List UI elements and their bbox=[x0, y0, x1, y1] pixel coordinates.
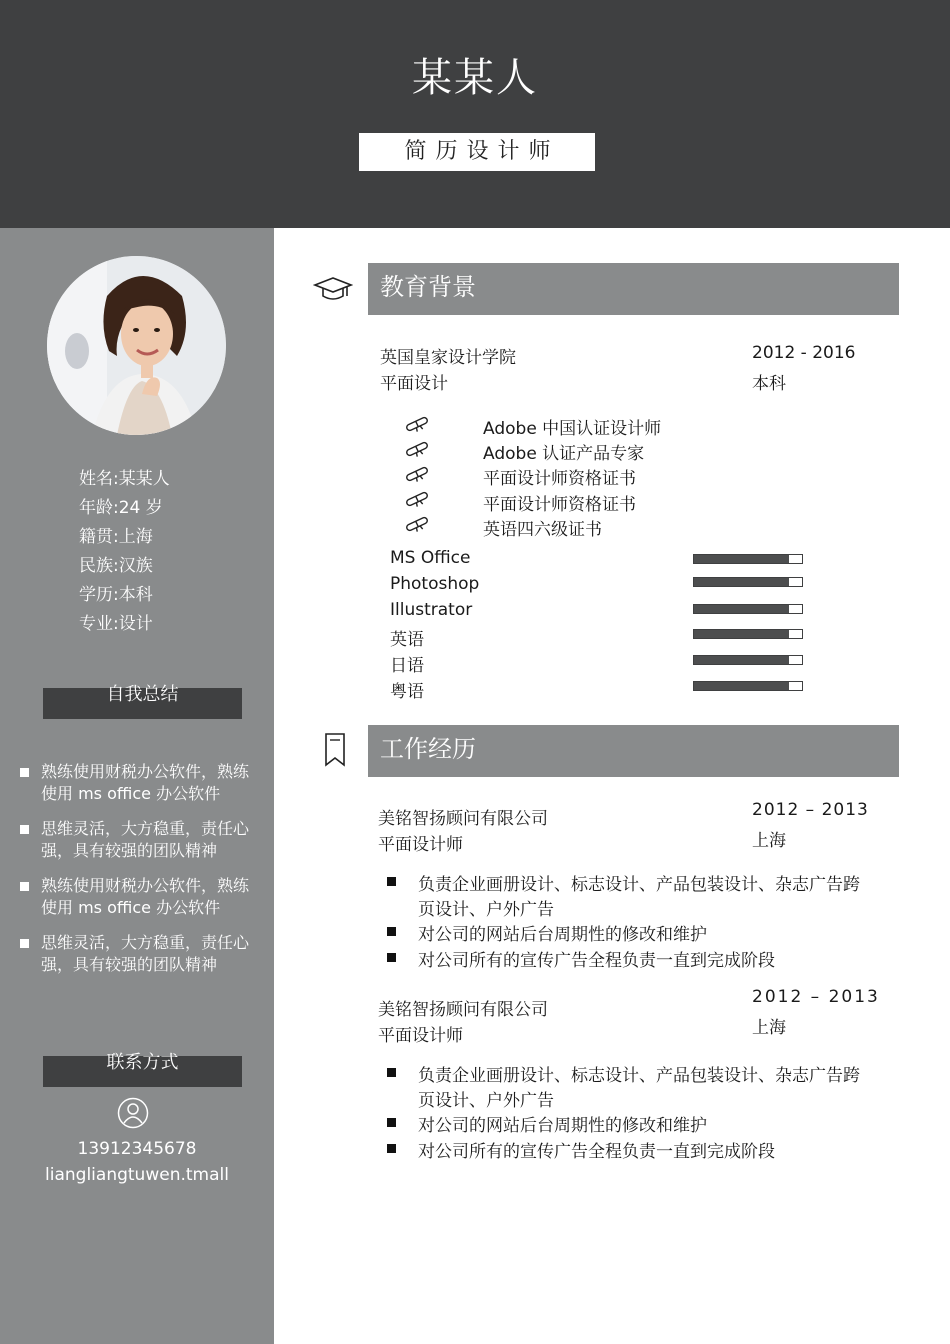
skill-bar bbox=[693, 554, 803, 564]
job-duty: 对公司所有的宣传广告全程负责一直到完成阶段 bbox=[418, 951, 775, 971]
info-value: 某某人 bbox=[118, 469, 170, 489]
info-age bbox=[79, 493, 163, 518]
info-label: 专业: bbox=[79, 614, 119, 634]
square-bullet-icon bbox=[387, 1144, 396, 1153]
skill-bar bbox=[693, 604, 803, 614]
info-value: 本科 bbox=[118, 585, 153, 605]
square-bullet-icon bbox=[20, 825, 29, 834]
diploma-icon bbox=[403, 416, 431, 436]
info-label: 籍贯: bbox=[79, 527, 119, 547]
info-label: 学历: bbox=[79, 585, 119, 605]
info-value: 24 岁 bbox=[118, 498, 163, 518]
info-major bbox=[79, 609, 153, 634]
graduation-cap-icon bbox=[313, 274, 353, 304]
major-name: 平面设计 bbox=[380, 374, 448, 394]
square-bullet-icon bbox=[20, 768, 29, 777]
info-label: 民族: bbox=[79, 556, 119, 576]
sidebar bbox=[0, 228, 274, 1344]
summary-text: 熟练使用财税办公软件，熟练使用 ms office 办公软件 bbox=[41, 876, 250, 917]
info-education bbox=[79, 580, 153, 605]
skill-name: Photoshop bbox=[390, 574, 480, 594]
job-duty: 对公司的网站后台周期性的修改和维护 bbox=[418, 925, 707, 945]
summary-item bbox=[20, 932, 260, 976]
skill-name: 日语 bbox=[390, 656, 424, 676]
summary-item bbox=[20, 875, 260, 919]
skill-bar-fill bbox=[694, 656, 789, 664]
job-position: 平面设计师 bbox=[378, 1026, 463, 1046]
job-position: 平面设计师 bbox=[378, 835, 463, 855]
skill-name: Illustrator bbox=[390, 600, 473, 620]
skill-bar-fill bbox=[694, 578, 789, 586]
summary-item bbox=[20, 818, 260, 862]
skill-bar-fill bbox=[694, 555, 789, 563]
education-degree: 本科 bbox=[752, 374, 786, 394]
job-duty: 对公司所有的宣传广告全程负责一直到完成阶段 bbox=[418, 1142, 775, 1162]
avatar bbox=[47, 256, 226, 435]
info-value: 汉族 bbox=[118, 556, 153, 576]
skill-bar bbox=[693, 681, 803, 691]
info-value: 上海 bbox=[118, 527, 153, 547]
job-company: 美铭智扬顾问有限公司 bbox=[378, 809, 548, 829]
job-duty: 负责企业画册设计、标志设计、产品包装设计、杂志广告跨 bbox=[418, 1066, 860, 1086]
skill-bar bbox=[693, 577, 803, 587]
job-duty-continued: 页设计、户外广告 bbox=[418, 1091, 554, 1111]
contact-heading bbox=[43, 1052, 242, 1087]
certificate-item: 平面设计师资格证书 bbox=[483, 469, 636, 489]
summary-text: 熟练使用财税办公软件，熟练使用 ms office 办公软件 bbox=[41, 762, 250, 803]
summary-text: 思维灵活，大方稳重，责任心强，具有较强的团队精神 bbox=[41, 819, 250, 860]
diploma-icon bbox=[403, 466, 431, 486]
square-bullet-icon bbox=[387, 1118, 396, 1127]
job-period: 2012 – 2013 bbox=[752, 800, 869, 820]
bookmark-icon bbox=[323, 732, 347, 768]
summary-text: 思维灵活，大方稳重，责任心强，具有较强的团队精神 bbox=[41, 933, 250, 974]
certificate-item: Adobe 中国认证设计师 bbox=[483, 419, 662, 439]
info-origin bbox=[79, 522, 153, 547]
skill-bar bbox=[693, 629, 803, 639]
summary-item bbox=[20, 761, 260, 805]
contact-email: liangliangtuwen.tmall bbox=[45, 1165, 229, 1185]
info-label: 姓名: bbox=[79, 469, 119, 489]
certificate-item: Adobe 认证产品专家 bbox=[483, 444, 645, 464]
work-heading bbox=[368, 725, 899, 777]
square-bullet-icon bbox=[387, 1068, 396, 1077]
job-duty-continued: 页设计、户外广告 bbox=[418, 900, 554, 920]
skill-bar-fill bbox=[694, 682, 789, 690]
job-location: 上海 bbox=[752, 1018, 786, 1038]
info-ethnicity bbox=[79, 551, 153, 576]
school-name: 英国皇家设计学院 bbox=[380, 348, 516, 368]
skill-bar-fill bbox=[694, 605, 789, 613]
square-bullet-icon bbox=[20, 939, 29, 948]
education-heading bbox=[368, 263, 899, 315]
skill-name: 粤语 bbox=[390, 682, 424, 702]
square-bullet-icon bbox=[387, 927, 396, 936]
job-location: 上海 bbox=[752, 831, 786, 851]
person-name: 某某人 bbox=[412, 55, 538, 101]
skill-name: 英语 bbox=[390, 630, 424, 650]
summary-heading bbox=[43, 684, 242, 719]
info-label: 年龄: bbox=[79, 498, 119, 518]
job-duty: 负责企业画册设计、标志设计、产品包装设计、杂志广告跨 bbox=[418, 875, 860, 895]
header-banner bbox=[0, 0, 950, 228]
contact-phone: 13912345678 bbox=[77, 1139, 197, 1159]
diploma-icon bbox=[403, 441, 431, 461]
education-period: 2012 - 2016 bbox=[752, 343, 856, 363]
diploma-icon bbox=[403, 516, 431, 536]
certificate-item: 平面设计师资格证书 bbox=[483, 495, 636, 515]
skill-name: MS Office bbox=[390, 548, 471, 568]
job-period: 2012 – 2013 bbox=[752, 987, 880, 1007]
square-bullet-icon bbox=[20, 882, 29, 891]
user-icon bbox=[117, 1097, 149, 1129]
info-name bbox=[79, 464, 170, 489]
square-bullet-icon bbox=[387, 953, 396, 962]
job-duty: 对公司的网站后台周期性的修改和维护 bbox=[418, 1116, 707, 1136]
skill-bar bbox=[693, 655, 803, 665]
info-value: 设计 bbox=[118, 614, 153, 634]
education-heading-text: 教育背景 bbox=[380, 273, 476, 301]
certificate-item: 英语四六级证书 bbox=[483, 520, 602, 540]
summary-heading-text: 自我总结 bbox=[106, 684, 179, 705]
skill-bar-fill bbox=[694, 630, 789, 638]
diploma-icon bbox=[403, 491, 431, 511]
contact-heading-text: 联系方式 bbox=[106, 1052, 179, 1073]
job-company: 美铭智扬顾问有限公司 bbox=[378, 1000, 548, 1020]
job-title-box: 简历设计师 bbox=[359, 133, 595, 171]
work-heading-text: 工作经历 bbox=[380, 735, 476, 763]
square-bullet-icon bbox=[387, 877, 396, 886]
